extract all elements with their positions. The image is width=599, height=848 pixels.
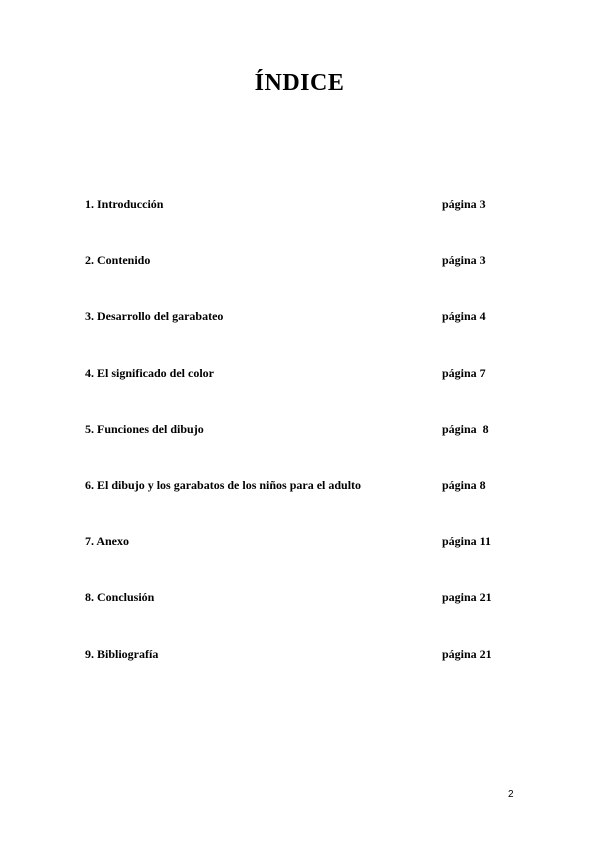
- page-title: ÍNDICE: [254, 70, 345, 96]
- page-number: 2: [508, 789, 514, 800]
- toc-entry: [85, 197, 505, 253]
- toc-entry-page: página 3: [442, 253, 486, 268]
- toc-entry: [85, 534, 505, 590]
- toc-entry-label: 5. Funciones del dibujo: [85, 421, 204, 436]
- toc-entry-page: pagina 21: [442, 590, 492, 605]
- toc-entry-page: página 8: [442, 421, 489, 436]
- toc-entry-page: página 8: [442, 477, 486, 492]
- toc-entry-label: 3. Desarrollo del garabateo: [85, 309, 224, 324]
- toc-entry-label: 1. Introducción: [85, 197, 164, 211]
- toc-entry-page: página 21: [442, 646, 492, 661]
- toc-entry: [85, 253, 505, 309]
- toc-entry-label: 7. Anexo: [85, 534, 130, 549]
- table-of-contents: [85, 197, 505, 703]
- toc-entry: [85, 647, 505, 703]
- toc-entry: [85, 309, 505, 365]
- toc-entry-page: página 4: [442, 309, 486, 324]
- toc-entry: [85, 590, 505, 646]
- toc-entry-page: página 3: [442, 197, 486, 211]
- toc-entry: [85, 422, 505, 478]
- toc-entry-label: 2. Contenido: [85, 253, 151, 268]
- toc-entry-page: página 11: [442, 534, 492, 549]
- toc-entry-label: 9. Bibliografía: [85, 646, 159, 661]
- toc-entry-label: 6. El dibujo y los garabatos de los niños para el adulto: [85, 477, 362, 492]
- toc-entry-label: 8. Conclusión: [85, 590, 155, 605]
- toc-entry: [85, 366, 505, 422]
- toc-entry: [85, 478, 505, 534]
- toc-entry-label: 4. El significado del color: [85, 365, 214, 380]
- toc-entry-page: página 7: [442, 365, 486, 380]
